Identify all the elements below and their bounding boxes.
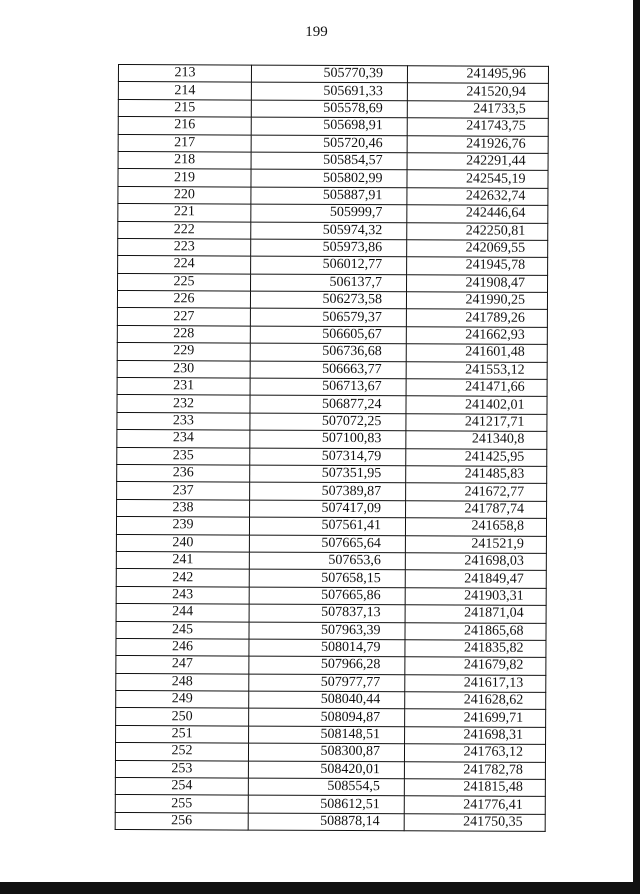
coordinate-y-cell: 506736,68 [250,343,406,361]
table-row [116,708,546,727]
table-row [116,517,546,536]
table-row [118,151,548,170]
coordinate-y-cell: 507314,79 [250,448,406,466]
point-number-cell: 246 [116,638,249,656]
point-number-cell: 236 [117,464,250,482]
coordinates-table-body [115,65,548,832]
point-number-cell: 228 [117,325,250,343]
table-row [118,117,548,136]
point-number-cell: 244 [116,604,249,622]
coordinate-x-cell: 242632,74 [407,187,548,205]
page-number: 199 [305,24,328,40]
coordinate-x-cell: 241553,12 [406,361,547,379]
coordinate-x-cell: 241698,31 [405,727,546,745]
point-number-cell: 241 [116,551,249,569]
coordinate-x-cell: 242545,19 [407,170,548,188]
coordinate-x-cell: 241699,71 [405,709,546,727]
coordinate-x-cell: 241217,71 [406,414,547,432]
coordinate-x-cell: 241782,78 [404,761,545,779]
coordinate-y-cell: 507100,83 [250,430,406,448]
coordinate-y-cell: 508554,5 [248,778,404,796]
coordinate-y-cell: 508148,51 [249,726,405,744]
coordinate-x-cell: 241402,01 [406,396,547,414]
point-number-cell: 227 [117,308,250,326]
coordinate-x-cell: 241750,35 [404,814,545,832]
coordinate-x-cell: 241340,8 [406,431,547,449]
coordinate-y-cell: 505720,46 [251,135,407,153]
table-row [117,430,547,449]
table-row [117,378,547,397]
coordinate-x-cell: 241425,95 [406,448,547,466]
coordinate-x-cell: 241871,04 [405,605,546,623]
table-row [118,256,548,275]
point-number-cell: 253 [115,760,248,778]
coordinate-y-cell: 507072,25 [250,413,406,431]
coordinate-y-cell: 508014,79 [249,639,405,657]
table-row [116,673,546,692]
table-row [116,725,546,744]
coordinate-y-cell: 507658,15 [249,569,405,587]
coordinate-x-cell: 241658,8 [405,518,546,536]
point-number-cell: 251 [116,725,249,743]
point-number-cell: 213 [118,65,251,83]
table-row [117,464,547,483]
point-number-cell: 235 [117,447,250,465]
coordinate-y-cell: 505999,7 [251,204,407,222]
table-row [117,499,547,518]
point-number-cell: 255 [115,795,248,813]
table-row [116,569,546,588]
table-row [118,99,548,118]
coordinate-y-cell: 507837,13 [249,604,405,622]
coordinate-y-cell: 506137,7 [251,274,407,292]
scan-edge-right [633,0,640,894]
table-row [118,221,548,240]
table-row [118,186,548,205]
coordinate-x-cell: 242291,44 [407,153,548,171]
coordinate-y-cell: 506877,24 [250,396,406,414]
table-row [118,82,548,101]
coordinate-x-cell: 242250,81 [407,222,548,240]
table-row [115,760,545,779]
point-number-cell: 234 [117,430,250,448]
coordinate-x-cell: 241776,41 [404,796,545,814]
coordinate-y-cell: 505854,57 [251,152,407,170]
coordinate-y-cell: 506012,77 [251,256,407,274]
table-row [115,743,545,762]
coordinate-y-cell: 507389,87 [250,482,406,500]
coordinate-y-cell: 507963,39 [249,622,405,640]
coordinate-y-cell: 506579,37 [250,309,406,327]
coordinate-y-cell: 507561,41 [249,517,405,535]
point-number-cell: 230 [117,360,250,378]
point-number-cell: 237 [117,482,250,500]
coordinate-x-cell: 241485,83 [406,466,547,484]
coordinate-x-cell: 241908,47 [407,274,548,292]
point-number-cell: 229 [117,343,250,361]
coordinate-x-cell: 241698,03 [405,553,546,571]
coordinate-x-cell: 241903,31 [405,587,546,605]
coordinate-x-cell: 241617,13 [405,674,546,692]
table-row [117,343,547,362]
point-number-cell: 215 [118,99,251,117]
point-number-cell: 214 [118,82,251,100]
point-number-cell: 226 [117,291,250,309]
point-number-cell: 220 [118,186,251,204]
coordinate-y-cell: 508300,87 [248,743,404,761]
coordinate-y-cell: 506605,67 [250,326,406,344]
table-row [117,482,547,501]
point-number-cell: 217 [118,134,251,152]
coordinate-x-cell: 241787,74 [406,501,547,519]
coordinate-y-cell: 505698,91 [251,117,407,135]
coordinate-x-cell: 241835,82 [405,640,546,658]
coordinate-y-cell: 508878,14 [248,813,404,831]
point-number-cell: 254 [115,778,248,796]
table-row [117,412,547,431]
coordinate-x-cell: 241679,82 [405,657,546,675]
table-row [116,656,546,675]
coordinate-y-cell: 505973,86 [251,239,407,257]
coordinate-y-cell: 507966,28 [249,656,405,674]
coordinate-y-cell: 507351,95 [250,465,406,483]
point-number-cell: 240 [116,534,249,552]
coordinate-y-cell: 507653,6 [249,552,405,570]
point-number-cell: 232 [117,395,250,413]
table-row [116,691,546,710]
point-number-cell: 238 [117,499,250,517]
point-number-cell: 249 [116,691,249,709]
table-row [118,169,548,188]
coordinate-x-cell: 241495,96 [407,66,548,84]
coordinate-x-cell: 241789,26 [406,309,547,327]
coordinate-x-cell: 241662,93 [406,327,547,345]
coordinate-x-cell: 241849,47 [405,570,546,588]
table-row [118,238,548,257]
point-number-cell: 221 [118,204,251,222]
coordinate-y-cell: 506273,58 [250,291,406,309]
coordinate-y-cell: 505691,33 [251,82,407,100]
table-row [116,621,546,640]
table-row [118,134,548,153]
coordinate-y-cell: 507665,86 [249,587,405,605]
coordinate-x-cell: 241815,48 [404,779,545,797]
coordinate-y-cell: 507665,64 [249,535,405,553]
coordinate-x-cell: 241601,48 [406,344,547,362]
coordinate-x-cell: 241945,78 [407,257,548,275]
point-number-cell: 256 [115,812,248,830]
coordinate-y-cell: 505974,32 [251,222,407,240]
point-number-cell: 250 [116,708,249,726]
table-row [115,778,545,797]
point-number-cell: 218 [118,151,251,169]
coordinate-x-cell: 241743,75 [407,118,548,136]
point-number-cell: 223 [118,238,251,256]
point-number-cell: 216 [118,117,251,135]
point-number-cell: 252 [115,743,248,761]
table-row [115,812,545,831]
table-row [117,308,547,327]
coordinate-y-cell: 506663,77 [250,361,406,379]
coordinate-x-cell: 241520,94 [407,83,548,101]
point-number-cell: 222 [118,221,251,239]
coordinate-x-cell: 241763,12 [404,744,545,762]
point-number-cell: 247 [116,656,249,674]
table-row [117,360,547,379]
point-number-cell: 219 [118,169,251,187]
coordinate-x-cell: 241628,62 [405,692,546,710]
coordinate-y-cell: 505578,69 [251,100,407,118]
coordinate-y-cell: 508420,01 [248,761,404,779]
coordinate-x-cell: 241990,25 [406,292,547,310]
coordinate-y-cell: 507417,09 [250,500,406,518]
table-row [117,395,547,414]
coordinate-y-cell: 505887,91 [251,187,407,205]
point-number-cell: 248 [116,673,249,691]
coordinate-y-cell: 507977,77 [249,674,405,692]
coordinate-y-cell: 508094,87 [249,709,405,727]
coordinate-y-cell: 506713,67 [250,378,406,396]
point-number-cell: 245 [116,621,249,639]
point-number-cell: 225 [118,273,251,291]
table-row [116,604,546,623]
table-row [116,586,546,605]
coordinate-x-cell: 241865,68 [405,622,546,640]
coordinate-x-cell: 242069,55 [407,240,548,258]
scan-edge-bottom [0,882,640,894]
coordinate-x-cell: 241672,77 [406,483,547,501]
table-row [118,273,548,292]
table-row [116,638,546,657]
coordinate-y-cell: 508040,44 [249,691,405,709]
table-row [117,291,547,310]
point-number-cell: 233 [117,412,250,430]
point-number-cell: 239 [116,517,249,535]
coordinate-y-cell: 505802,99 [251,169,407,187]
coordinate-x-cell: 242446,64 [407,205,548,223]
table-row [118,204,548,223]
table-row [116,551,546,570]
point-number-cell: 224 [118,256,251,274]
coordinate-x-cell: 241521,9 [405,535,546,553]
coordinates-table [115,64,549,832]
table-row [117,325,547,344]
coordinate-x-cell: 241733,5 [407,101,548,119]
coordinate-y-cell: 508612,51 [248,795,404,813]
table-row [116,534,546,553]
table-row [117,447,547,466]
point-number-cell: 231 [117,378,250,396]
table-row [118,65,548,84]
table-row [115,795,545,814]
coordinate-x-cell: 241926,76 [407,135,548,153]
coordinate-y-cell: 505770,39 [251,65,407,83]
point-number-cell: 242 [116,569,249,587]
point-number-cell: 243 [116,586,249,604]
coordinate-x-cell: 241471,66 [406,379,547,397]
